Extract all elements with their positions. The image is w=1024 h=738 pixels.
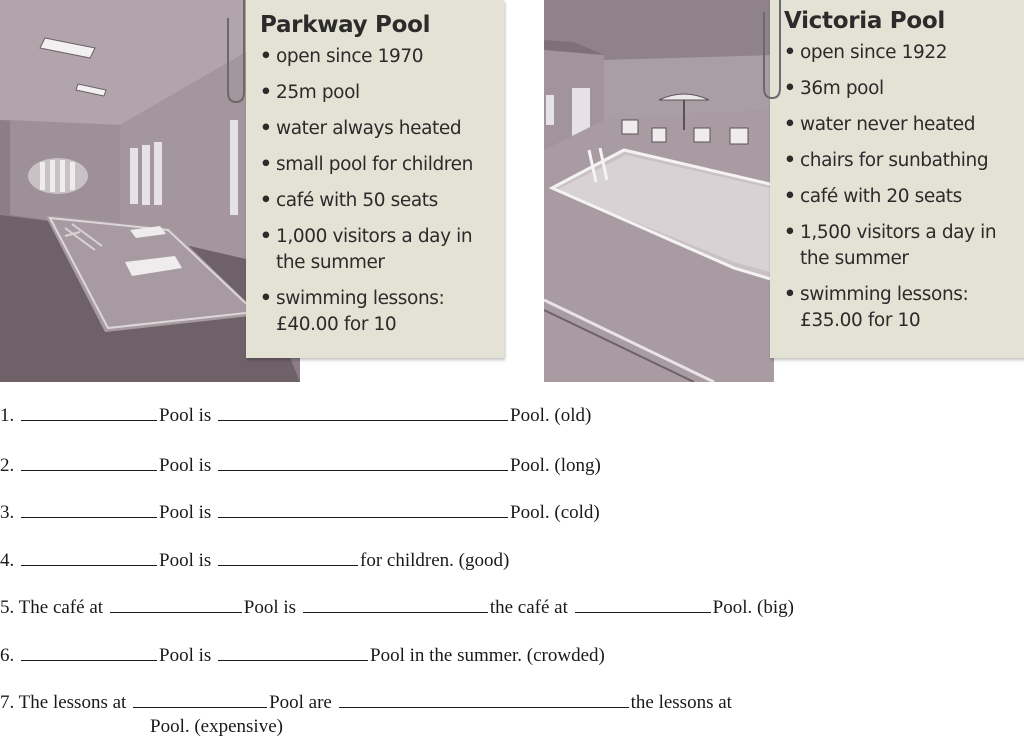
exercise-line-3 bbox=[0, 499, 600, 524]
question-text: Pool in the summer. (crowded) bbox=[370, 645, 605, 666]
answer-blank[interactable] bbox=[110, 594, 242, 613]
paper-clip-icon bbox=[756, 0, 796, 110]
question-text: Pool is bbox=[159, 550, 212, 571]
parkway-fact: • water always heated bbox=[260, 116, 492, 142]
answer-blank[interactable] bbox=[133, 689, 267, 708]
victoria-fact: • water never heated bbox=[784, 112, 1018, 138]
parkway-fact: • small pool for children bbox=[260, 152, 492, 178]
victoria-fact: • 36m pool bbox=[784, 76, 1018, 102]
exercise-line-2 bbox=[0, 452, 601, 477]
exercise-line-1 bbox=[0, 402, 591, 427]
victoria-fact: • chairs for sunbathing bbox=[784, 148, 1018, 174]
question-number: 2. bbox=[0, 455, 15, 476]
parkway-fact: • open since 1970 bbox=[260, 44, 492, 70]
victoria-title: Victoria Pool bbox=[784, 8, 945, 34]
parkway-title: Parkway Pool bbox=[260, 12, 431, 38]
answer-blank[interactable] bbox=[218, 499, 508, 518]
answer-blank[interactable] bbox=[218, 642, 368, 661]
victoria-fact: • 1,500 visitors a day in the summer bbox=[784, 220, 1018, 272]
exercise-line-4 bbox=[0, 547, 509, 572]
answer-blank[interactable] bbox=[21, 452, 157, 471]
exercise-line-5 bbox=[0, 594, 794, 619]
parkway-info-card bbox=[246, 0, 504, 358]
question-text: Pool. (big) bbox=[712, 597, 794, 618]
exercise-line-6 bbox=[0, 642, 605, 667]
answer-blank[interactable] bbox=[21, 499, 157, 518]
question-text: Pool. (long) bbox=[510, 455, 601, 476]
exercise-line-7 bbox=[0, 689, 732, 714]
answer-blank[interactable] bbox=[339, 689, 629, 708]
victoria-pool-illustration bbox=[544, 0, 774, 382]
question-text: 7. The lessons at bbox=[0, 692, 127, 713]
question-text: Pool. (expensive) bbox=[150, 716, 283, 737]
parkway-fact: • café with 50 seats bbox=[260, 188, 492, 214]
answer-blank[interactable] bbox=[21, 547, 157, 566]
answer-blank[interactable] bbox=[575, 594, 711, 613]
parkway-facts-list bbox=[260, 44, 492, 338]
question-text: Pool is bbox=[159, 405, 212, 426]
parkway-fact: • swimming lessons: £40.00 for 10 bbox=[260, 286, 492, 338]
victoria-fact: • open since 1922 bbox=[784, 40, 1018, 66]
question-text: Pool is bbox=[159, 645, 212, 666]
question-number: 3. bbox=[0, 502, 15, 523]
question-text: 5. The café at bbox=[0, 597, 104, 618]
answer-blank[interactable] bbox=[218, 402, 508, 421]
question-text: Pool. (old) bbox=[510, 405, 592, 426]
question-text: Pool is bbox=[159, 502, 212, 523]
question-text: Pool is bbox=[243, 597, 297, 618]
answer-blank[interactable] bbox=[21, 402, 157, 421]
question-number: 6. bbox=[0, 645, 15, 666]
paper-clip-icon bbox=[222, 0, 262, 110]
answer-blank[interactable] bbox=[218, 547, 358, 566]
victoria-facts-list bbox=[784, 40, 1018, 334]
question-text: Pool. (cold) bbox=[510, 502, 600, 523]
question-text: for children. (good) bbox=[360, 550, 510, 571]
exercise-section bbox=[0, 382, 1024, 735]
victoria-info-card bbox=[770, 0, 1024, 358]
victoria-fact: • swimming lessons: £35.00 for 10 bbox=[784, 282, 1018, 334]
answer-blank[interactable] bbox=[21, 642, 157, 661]
question-text: the café at bbox=[489, 597, 568, 618]
victoria-fact: • café with 20 seats bbox=[784, 184, 1018, 210]
answer-blank[interactable] bbox=[218, 452, 508, 471]
parkway-fact: • 25m pool bbox=[260, 80, 492, 106]
question-text: the lessons at bbox=[630, 692, 732, 713]
question-number: 1. bbox=[0, 405, 15, 426]
parkway-fact: • 1,000 visitors a day in the summer bbox=[260, 224, 492, 276]
question-number: 4. bbox=[0, 550, 15, 571]
answer-blank[interactable] bbox=[303, 594, 488, 613]
question-text: Pool are bbox=[269, 692, 332, 713]
question-text: Pool is bbox=[159, 455, 212, 476]
